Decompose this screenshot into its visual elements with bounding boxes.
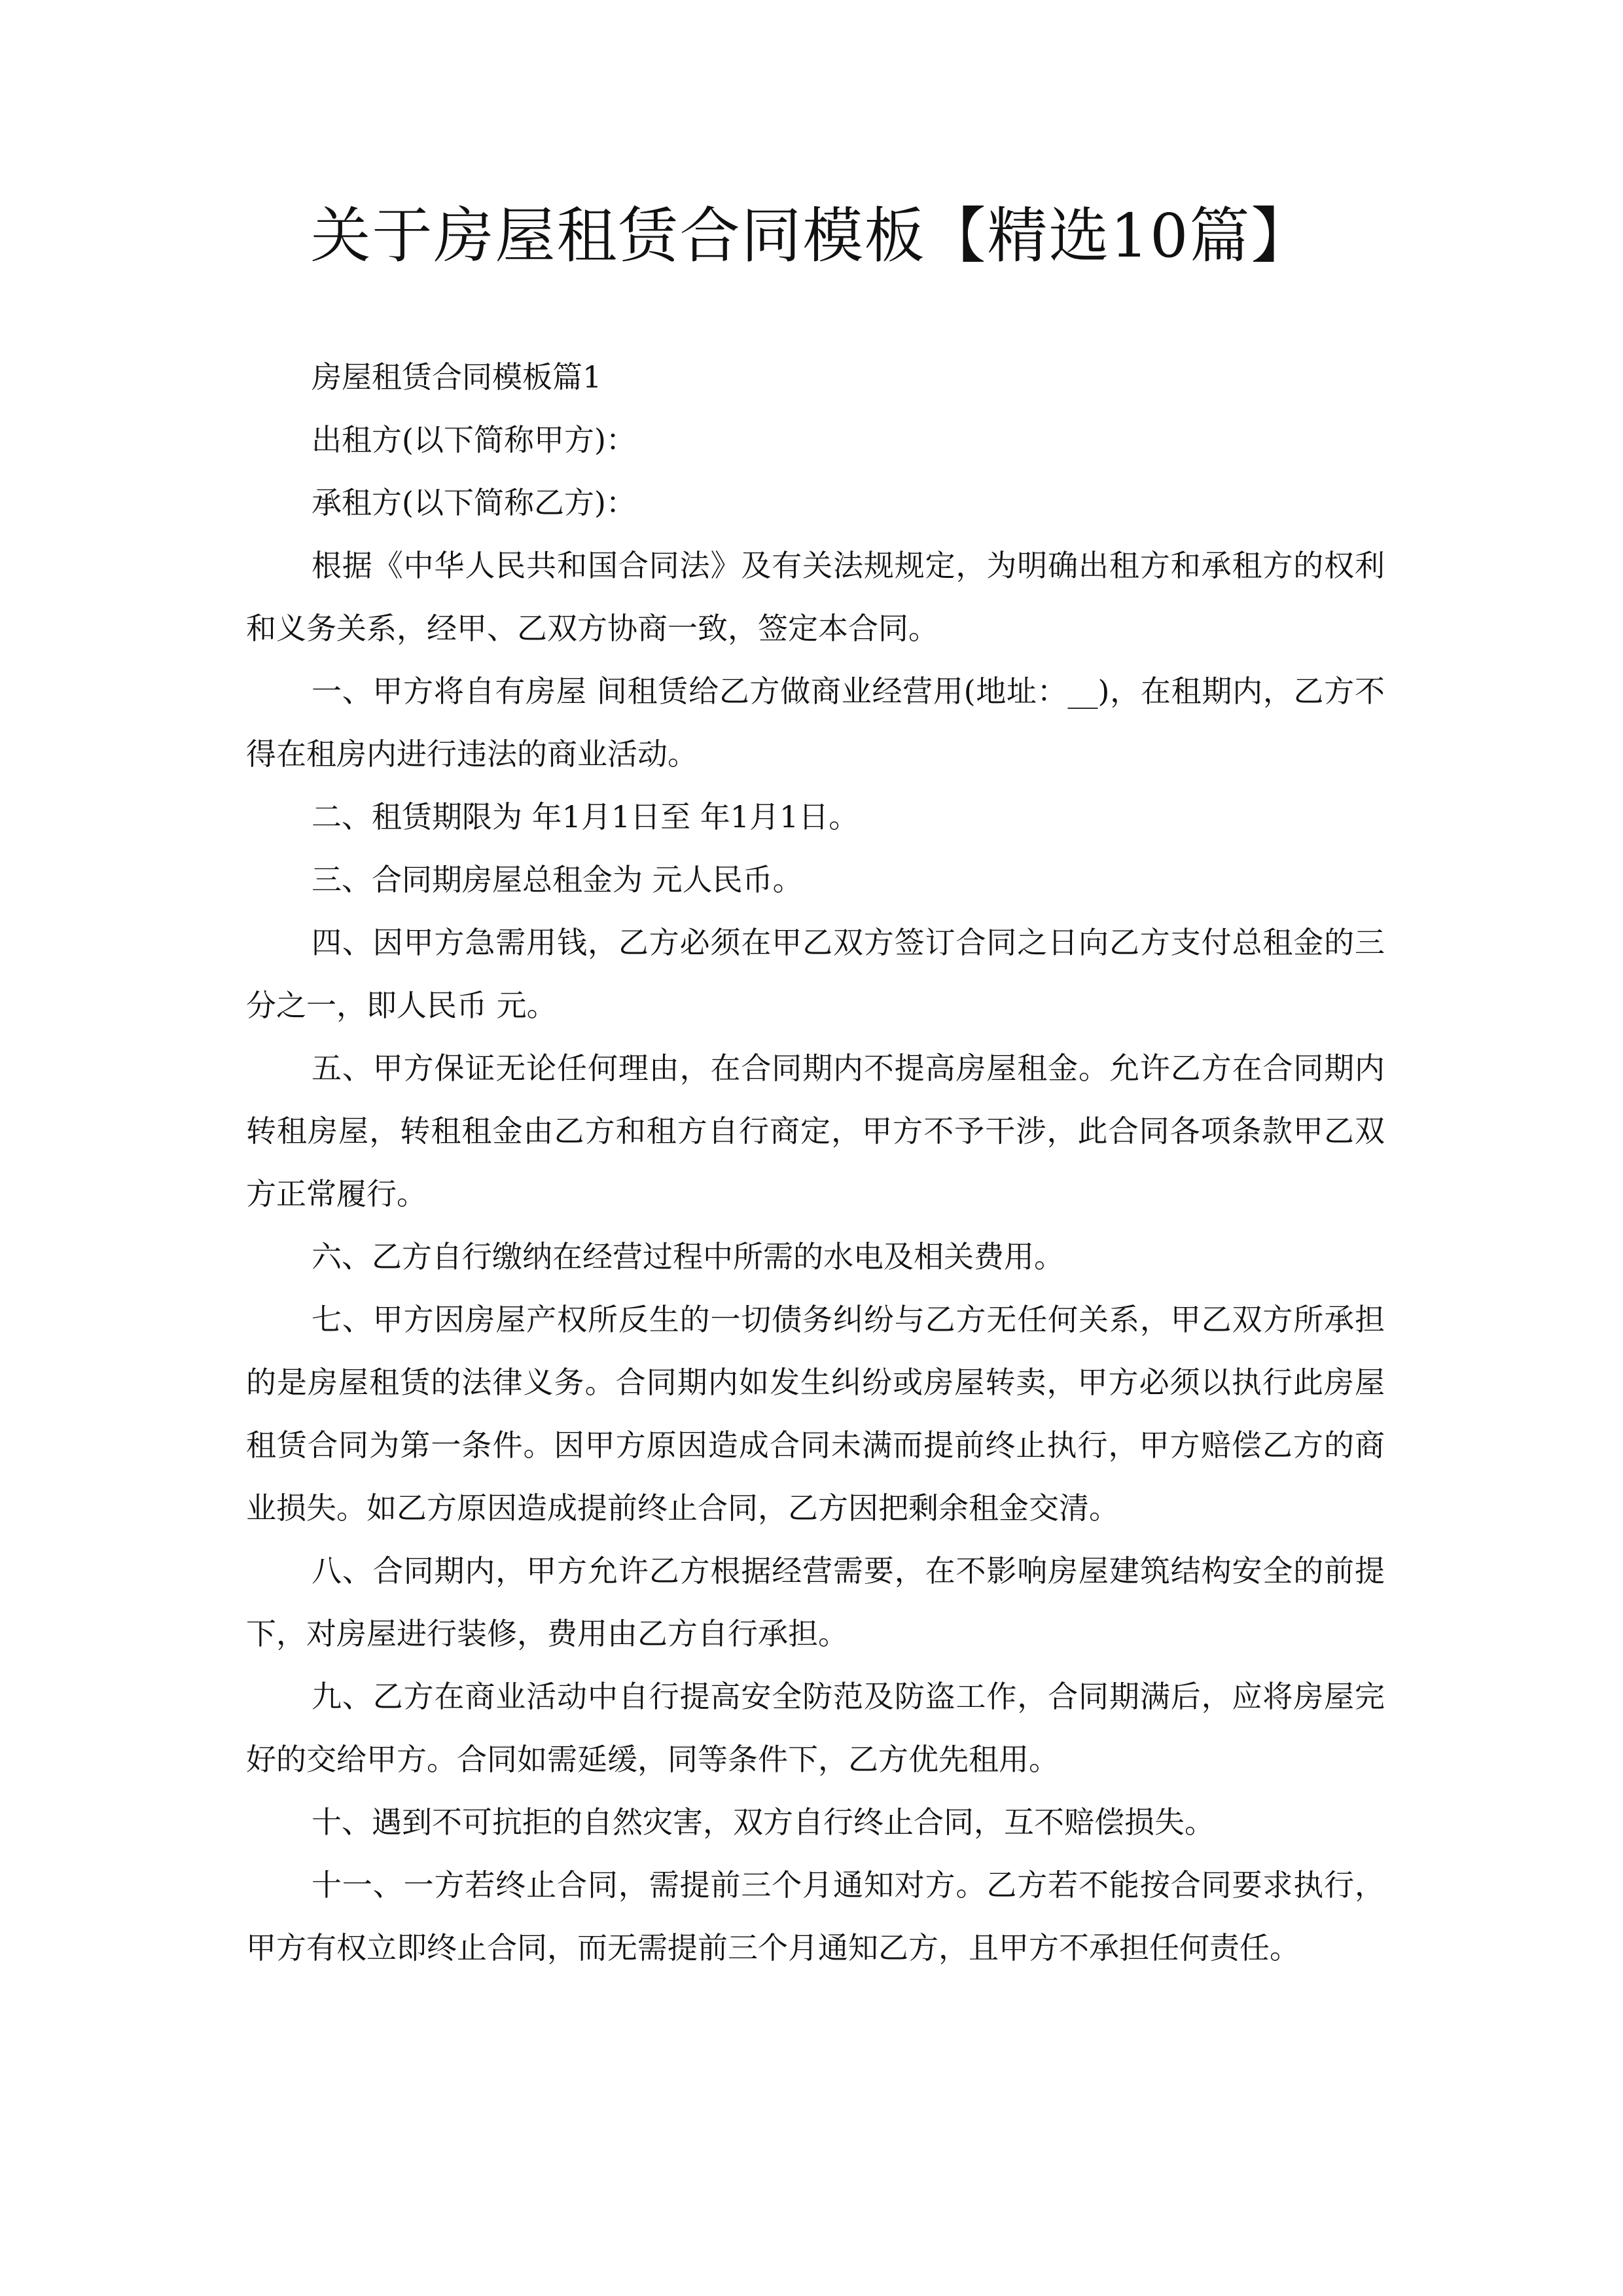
clause-11: 十一、一方若终止合同，需提前三个月通知对方。乙方若不能按合同要求执行，甲方有权立即终止合同，而无需提前三个月通知乙方，且甲方不承担任何责任。	[246, 1867, 1385, 1965]
clause-7: 七、甲方因房屋产权所反生的一切债务纠纷与乙方无任何关系，甲乙双方所承担的是房屋租赁的法律义务。合同期内如发生纠纷或房屋转卖，甲方必须以执行此房屋租赁合同为第一条件。因甲方原因造成合同未满而提前终止执行，甲方赔偿乙方的商业损失。如乙方原因造成提前终止合同，乙方因把剩余租金交清。	[246, 1302, 1385, 1526]
clause-5: 五、甲方保证无论任何理由，在合同期内不提高房屋租金。允许乙方在合同期内转租房屋，转租租金由乙方和租方自行商定，甲方不予干涉，此合同各项条款甲乙双方正常履行。	[246, 1050, 1385, 1211]
clause-1: 一、甲方将自有房屋 间租赁给乙方做商业经营用(地址：__)，在租期内，乙方不得在租房内进行违法的商业活动。	[246, 673, 1385, 772]
clause-10: 十、遇到不可抗拒的自然灾害，双方自行终止合同，互不赔偿损失。	[312, 1804, 1215, 1840]
clause-4: 四、因甲方急需用钱，乙方必须在甲乙双方签订合同之日向乙方支付总租金的三分之一，即人民币 元。	[246, 925, 1385, 1023]
clause-2: 二、租赁期限为 年1月1日至 年1月1日。	[312, 799, 859, 834]
clause-9: 九、乙方在商业活动中自行提高安全防范及防盗工作，合同期满后，应将房屋完好的交给甲方。合同如需延缓，同等条件下，乙方优先租用。	[246, 1679, 1385, 1777]
lessor-line: 出租方(以下简称甲方)：	[312, 422, 636, 457]
section-heading: 房屋租赁合同模板篇1	[312, 359, 602, 395]
preamble-paragraph: 根据《中华人民共和国合同法》及有关法规规定，为明确出租方和承租方的权利和义务关系，经甲、乙双方协商一致，签定本合同。	[246, 548, 1385, 646]
document-title: 关于房屋租赁合同模板【精选10篇】	[310, 201, 1313, 271]
clause-8: 八、合同期内，甲方允许乙方根据经营需要，在不影响房屋建筑结构安全的前提下，对房屋进行装修，费用由乙方自行承担。	[246, 1553, 1385, 1651]
lessee-line: 承租方(以下简称乙方)：	[312, 485, 636, 520]
clause-3: 三、合同期房屋总租金为 元人民币。	[312, 862, 803, 897]
document-body	[246, 346, 1385, 1979]
clause-6: 六、乙方自行缴纳在经营过程中所需的水电及相关费用。	[312, 1239, 1064, 1274]
